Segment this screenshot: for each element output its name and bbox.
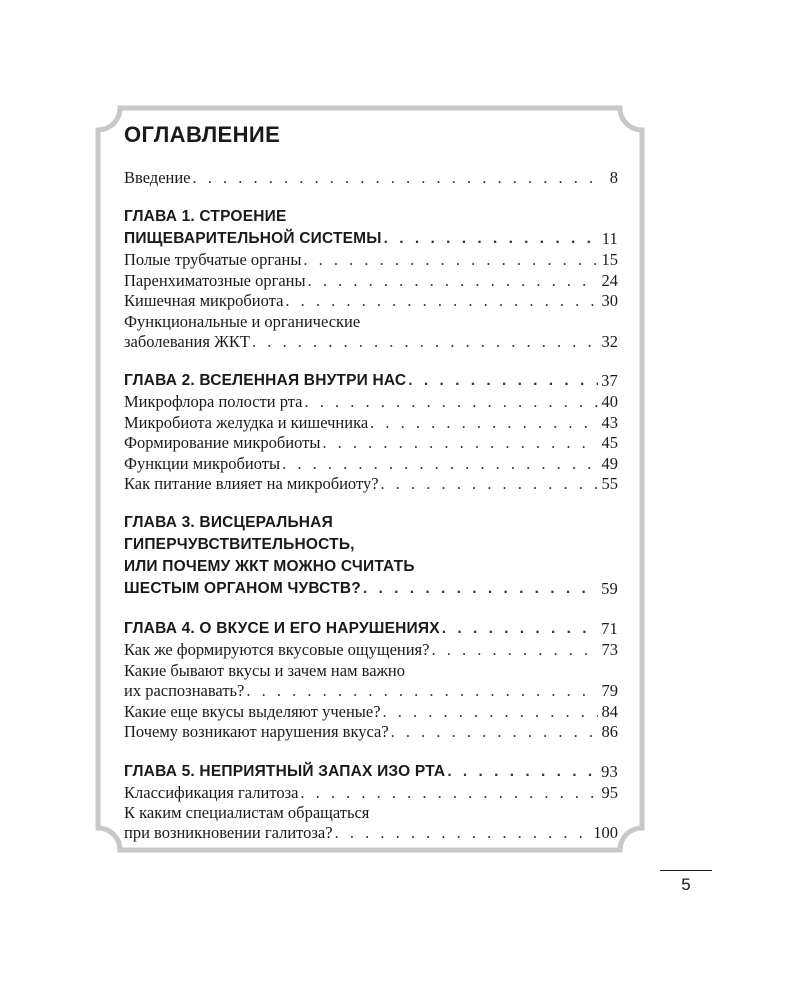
toc-entry[interactable] bbox=[124, 454, 618, 474]
toc-page-number: 15 bbox=[601, 250, 618, 270]
toc-entry[interactable] bbox=[124, 332, 618, 352]
dot-leader bbox=[193, 168, 598, 188]
chapter-title-line: ГИПЕРЧУВСТВИТЕЛЬНОСТЬ, bbox=[124, 536, 355, 554]
dot-leader bbox=[363, 578, 598, 600]
toc-entry[interactable] bbox=[124, 474, 618, 494]
dot-leader bbox=[322, 433, 598, 453]
toc-page-number: 40 bbox=[601, 392, 618, 412]
toc-entry[interactable] bbox=[124, 783, 618, 803]
toc-entry-label: Формирование микробиоты bbox=[124, 433, 321, 453]
dot-leader bbox=[335, 823, 592, 843]
chapter-section bbox=[124, 761, 618, 844]
toc-page-number: 59 bbox=[601, 579, 618, 599]
chapter-title-line: ГЛАВА 4. О ВКУСЕ И ЕГО НАРУШЕНИЯХ bbox=[124, 620, 440, 638]
toc-page-number: 30 bbox=[601, 291, 618, 311]
toc-entry-label: Классификация галитоза bbox=[124, 782, 299, 802]
dot-leader bbox=[285, 291, 598, 311]
chapter-title-line: ШЕСТЫМ ОРГАНОМ ЧУВСТВ? bbox=[124, 580, 361, 598]
toc-entry[interactable] bbox=[124, 413, 618, 433]
toc-title: ОГЛАВЛЕНИЕ bbox=[124, 122, 281, 147]
toc-page-number: 100 bbox=[593, 823, 618, 843]
chapter-section bbox=[124, 370, 618, 494]
toc-page-number: 71 bbox=[601, 619, 618, 639]
toc-entry-label: Полые трубчатые органы bbox=[124, 250, 302, 270]
chapter-heading[interactable] bbox=[124, 228, 618, 250]
dot-leader bbox=[408, 370, 598, 392]
dot-leader bbox=[303, 250, 598, 270]
dot-leader bbox=[431, 640, 598, 660]
toc-entry[interactable] bbox=[124, 702, 618, 722]
toc-entry-line: Функциональные и органические bbox=[124, 311, 361, 331]
chapter-title-line: ГЛАВА 2. ВСЕЛЕННАЯ ВНУТРИ НАС bbox=[124, 372, 407, 390]
toc-page-number: 73 bbox=[601, 640, 618, 660]
page-number: 5 bbox=[681, 875, 691, 894]
toc-entry-label: Функции микробиоты bbox=[124, 453, 281, 473]
toc-entry-label: Как же формируются вкусовые ощущения? bbox=[124, 640, 430, 660]
dot-leader bbox=[246, 681, 598, 701]
toc-entry-label: Микрофлора полости рта bbox=[124, 392, 303, 412]
toc-page-number: 8 bbox=[609, 168, 618, 187]
dot-leader bbox=[381, 474, 598, 494]
toc-entry-line: Какие бывают вкусы и зачем нам важно bbox=[124, 660, 406, 680]
toc-page-number: 24 bbox=[601, 270, 618, 290]
chapter-list bbox=[124, 188, 618, 843]
chapter-heading[interactable] bbox=[124, 761, 618, 783]
toc-entry-label: Как питание влияет на микробиоту? bbox=[124, 474, 379, 494]
chapter-title-line: ГЛАВА 1. СТРОЕНИЕ bbox=[124, 208, 287, 226]
chapter-section bbox=[124, 206, 618, 352]
toc-entry[interactable] bbox=[124, 250, 618, 270]
dot-leader bbox=[384, 228, 598, 250]
toc-page-number: 79 bbox=[601, 681, 618, 701]
toc-entry-intro[interactable] bbox=[124, 168, 618, 188]
chapter-heading[interactable] bbox=[124, 578, 618, 600]
dot-leader bbox=[391, 722, 598, 742]
table-of-contents bbox=[124, 118, 618, 844]
toc-page-number: 55 bbox=[601, 474, 618, 494]
dot-leader bbox=[383, 702, 598, 722]
toc-entry[interactable] bbox=[124, 640, 618, 660]
dot-leader bbox=[370, 413, 598, 433]
toc-entry-line: К каким специалистам обращаться bbox=[124, 802, 370, 822]
toc-page-number: 43 bbox=[601, 412, 618, 432]
toc-entry-label: Микробиота желудка и кишечника bbox=[124, 412, 369, 432]
toc-entry-label: их распознавать? bbox=[124, 681, 245, 701]
section-gap bbox=[124, 352, 618, 370]
chapter-title-line: ИЛИ ПОЧЕМУ ЖКТ МОЖНО СЧИТАТЬ bbox=[124, 558, 415, 576]
toc-entry-label: Почему возникают нарушения вкуса? bbox=[124, 722, 389, 742]
toc-page-number: 95 bbox=[601, 782, 618, 802]
toc-entry[interactable] bbox=[124, 291, 618, 311]
section-gap bbox=[124, 188, 618, 206]
toc-entry-label: Кишечная микробиота bbox=[124, 291, 284, 311]
section-gap bbox=[124, 600, 618, 618]
toc-entry[interactable] bbox=[124, 823, 618, 843]
chapter-title-line: ГЛАВА 5. НЕПРИЯТНЫЙ ЗАПАХ ИЗО РТА bbox=[124, 762, 446, 780]
page-footer bbox=[660, 870, 712, 895]
toc-page-number: 32 bbox=[601, 332, 618, 352]
toc-entry-label: при возникновении галитоза? bbox=[124, 823, 333, 843]
toc-entry[interactable] bbox=[124, 722, 618, 742]
toc-entry[interactable] bbox=[124, 433, 618, 453]
chapter-heading[interactable] bbox=[124, 618, 618, 640]
section-gap bbox=[124, 494, 618, 512]
dot-leader bbox=[252, 332, 598, 352]
toc-page-number: 11 bbox=[601, 229, 618, 249]
toc-page-number: 93 bbox=[601, 761, 618, 781]
toc-entry-label: Какие еще вкусы выделяют ученые? bbox=[124, 701, 381, 721]
toc-entry[interactable] bbox=[124, 271, 618, 291]
dot-leader bbox=[300, 783, 598, 803]
dot-leader bbox=[305, 392, 599, 412]
chapter-section bbox=[124, 618, 618, 742]
dot-leader bbox=[282, 454, 598, 474]
toc-entry-label: заболевания ЖКТ bbox=[124, 332, 250, 352]
chapter-title-line: ГЛАВА 3. ВИСЦЕРАЛЬНАЯ bbox=[124, 514, 333, 532]
dot-leader bbox=[447, 761, 598, 783]
dot-leader bbox=[442, 618, 598, 640]
toc-page-number: 37 bbox=[601, 371, 618, 391]
toc-entry-label: Введение bbox=[124, 168, 191, 187]
chapter-heading[interactable] bbox=[124, 370, 618, 392]
dot-leader bbox=[308, 271, 598, 291]
toc-page-number: 49 bbox=[601, 453, 618, 473]
toc-entry[interactable] bbox=[124, 392, 618, 412]
toc-page-number: 84 bbox=[601, 701, 618, 721]
toc-entry-label: Паренхиматозные органы bbox=[124, 270, 306, 290]
toc-entry[interactable] bbox=[124, 681, 618, 701]
toc-page-number: 45 bbox=[601, 433, 618, 453]
chapter-title-line: ПИЩЕВАРИТЕЛЬНОЙ СИСТЕМЫ bbox=[124, 230, 382, 248]
chapter-section bbox=[124, 512, 618, 600]
toc-page-number: 86 bbox=[601, 722, 618, 742]
section-gap bbox=[124, 743, 618, 761]
